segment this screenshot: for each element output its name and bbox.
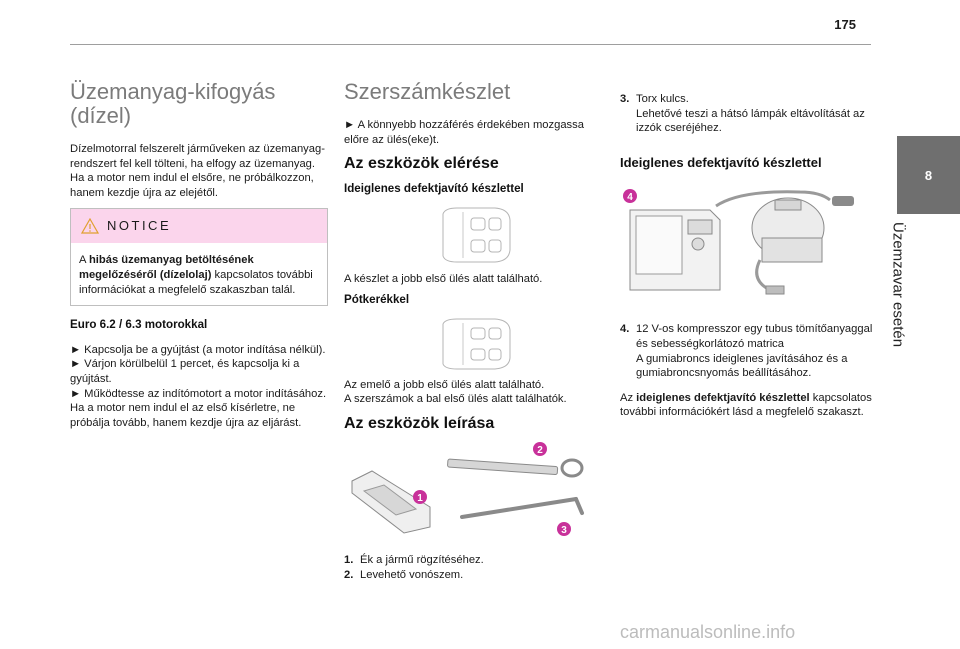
chapter-tab[interactable]: [897, 136, 960, 214]
list-item-detail: A gumiabroncs ideiglenes javításához és a gumiabroncsnyomás beállításához.: [636, 352, 848, 380]
list-item-number: 3.: [620, 93, 630, 105]
spare-location-1: Az emelő a jobb első ülés alatt található.: [344, 378, 545, 391]
list-item-detail: Lehetővé teszi a hátsó lámpák eltávolítását az izzók cseréjéhez.: [636, 107, 865, 135]
notice-text-bold: hibás üzemanyag betöltésének megelőzéséről (dízelolaj): [79, 254, 254, 281]
kit-location: A készlet a jobb első ülés alatt található.: [344, 273, 543, 286]
tools-illustration: [344, 441, 594, 541]
heading-spare: Pótkerékkel: [344, 292, 410, 306]
list-item-text: Ék a jármű rögzítéséhez.: [360, 554, 484, 567]
kit-list: [620, 322, 878, 380]
compressor-image: [620, 180, 870, 310]
list-item-number: 1.: [344, 554, 354, 567]
spare-location-2: A szerszámok a bal első ülés alatt találhatók.: [344, 393, 567, 406]
notice-header: [71, 209, 327, 243]
column-toolkit: [344, 80, 602, 583]
warning-icon: [81, 218, 99, 234]
fuel-step-3: ► Működtesse az indítómotort a motor indításához.: [70, 387, 327, 400]
callout-2-label: 2: [537, 445, 543, 457]
section-title-fuel: Üzemanyag-kifogyás (dízel): [70, 79, 276, 128]
callout-4-label: 4: [627, 192, 633, 204]
list-item-text: 12 V-os kompresszor egy tubus tömítőanyaggal és sebességkorlátozó matrica: [636, 323, 873, 350]
fuel-intro-2: Ha a motor nem indul el elsőre, ne próbálkozzon, hanem kezdje újra az elejétől.: [70, 172, 314, 199]
page-number: 175: [834, 17, 856, 32]
fuel-step-4: Ha a motor nem indul el az első kísérletre, ne próbálja tovább, hanem kezdje újra az eljárást.: [70, 402, 302, 429]
notice-box: [70, 208, 328, 306]
heading-access: Az eszközök elérése: [344, 155, 499, 173]
list-item-number: 2.: [344, 568, 354, 581]
list-item: [620, 92, 878, 136]
notice-body: [71, 243, 327, 305]
watermark: carmanualsonline.info: [620, 622, 796, 642]
chapter-number: 8: [924, 167, 933, 183]
car-topview-kit-image: [433, 206, 513, 264]
list-item-text: Torx kulcs.: [636, 93, 689, 105]
heading-description: Az eszközök leírása: [344, 414, 495, 432]
kit-outro: [620, 391, 878, 420]
list-item: [344, 568, 602, 583]
list-item-number: 4.: [620, 323, 630, 336]
column-fuel: [70, 80, 328, 430]
heading-kit-right: Ideiglenes defektjavító készlettel: [620, 154, 822, 170]
toolkit-intro: ► A könnyebb hozzáférés érdekében mozgassa előre az ülés(eke)t.: [344, 119, 584, 146]
section-title-toolkit: Szerszámkészlet: [344, 79, 511, 104]
notice-text-pre: A: [79, 254, 89, 267]
callout-1-label: 1: [417, 493, 423, 505]
euro-heading: Euro 6.2 / 6.3 motorokkal: [70, 318, 208, 332]
torx-key-image: [462, 499, 582, 517]
kit-outro-bold: ideiglenes defektjavító készlettel: [636, 391, 810, 404]
list-item-text: Levehető vonószem.: [360, 568, 464, 581]
top-rule: [70, 44, 871, 45]
list-item: [344, 553, 602, 568]
fuel-step-2: ► Várjon körülbelül 1 percet, és kapcsolja ki a gyújtást.: [70, 358, 300, 385]
fuel-intro-1: Dízelmotorral felszerelt járműveken az üzemanyag-rendszert fel kell tölteni, ha elfogy az üzemanyag.: [70, 143, 325, 170]
callout-2: [533, 442, 547, 456]
callout-1: [413, 490, 427, 504]
tool-list: [344, 553, 602, 582]
kit-outro-pre: Az: [620, 391, 637, 404]
towing-eye-image: [447, 459, 582, 476]
callout-4: [623, 189, 637, 203]
heading-kit: Ideiglenes defektjavító készlettel: [344, 181, 524, 195]
callout-3-label: 3: [561, 525, 567, 537]
list-item: [620, 322, 878, 380]
fuel-step-1: ► Kapcsolja be a gyújtást (a motor indítása nélkül).: [70, 343, 326, 356]
car-topview-spare-image: [433, 318, 513, 370]
kit-outro-post: kapcsolatos további információkért lásd a megfelelő szakaszt.: [620, 391, 872, 419]
tool-list-continued: [620, 92, 878, 136]
callout-3: [557, 522, 571, 536]
notice-text-post: kapcsolatos további információkat a megfelelő szakaszban talál.: [79, 268, 313, 296]
chapter-title: Üzemzavar esetén: [889, 222, 907, 348]
notice-label: NOTICE: [107, 218, 172, 234]
column-kit: [620, 92, 878, 420]
